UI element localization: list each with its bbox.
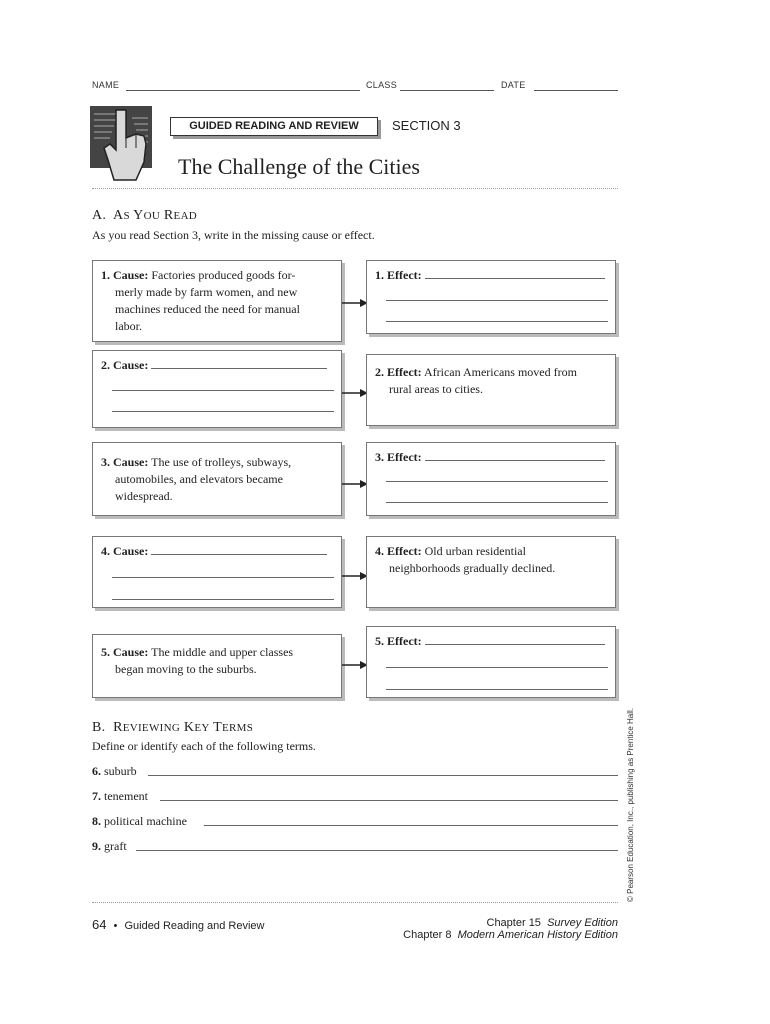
term-item: 9. graft — [92, 839, 127, 853]
footer-chapter-info: Chapter 15 Survey Edition Chapter 8 Modern American History Edition — [403, 917, 618, 941]
name-field[interactable] — [126, 90, 360, 91]
effect-answer-line[interactable] — [425, 278, 605, 279]
effect-text-line: rural areas to cities. — [389, 382, 483, 396]
effect-text: African Americans moved from — [423, 365, 577, 379]
footer-book-label: Guided Reading and Review — [124, 920, 265, 932]
arrow-icon — [342, 385, 368, 395]
cause-box-5 — [92, 634, 342, 698]
term-answer-line[interactable] — [160, 800, 618, 801]
effect-answer-line[interactable] — [386, 300, 608, 301]
copyright-notice: © Pearson Education, Inc., publishing as Prentice Hall. — [626, 708, 635, 902]
effect-text-line: neighborhoods gradually declined. — [389, 561, 556, 575]
cause-label: 1. Cause: — [101, 268, 149, 282]
reading-hand-icon — [88, 104, 156, 184]
effect-answer-line[interactable] — [386, 689, 608, 690]
name-label: NAME — [92, 80, 120, 90]
arrow-icon — [342, 295, 368, 305]
effect-label: 5. Effect: — [375, 634, 422, 648]
cause-answer-line[interactable] — [112, 577, 334, 578]
effect-label: 2. Effect: — [375, 365, 422, 379]
cause-text: The middle and upper classes — [151, 645, 294, 659]
class-field[interactable] — [400, 90, 494, 91]
effect-answer-line[interactable] — [386, 321, 608, 322]
effect-box-5 — [366, 626, 616, 698]
effect-answer-line[interactable] — [386, 481, 608, 482]
title-divider — [92, 188, 618, 189]
cause-text-line: began moving to the suburbs. — [115, 662, 257, 676]
effect-answer-line[interactable] — [425, 644, 605, 645]
effect-box-3 — [366, 442, 616, 516]
effect-text: Old urban residential — [424, 544, 526, 558]
term-answer-line[interactable] — [148, 775, 618, 776]
date-field[interactable] — [534, 90, 618, 91]
cause-box-3 — [92, 442, 342, 516]
term-item: 6. suburb — [92, 764, 137, 778]
cause-answer-line[interactable] — [112, 599, 334, 600]
effect-label: 4. Effect: — [375, 544, 422, 558]
cause-box-4 — [92, 536, 342, 608]
footer-bullet: • — [113, 920, 118, 932]
section-b-heading: B. REVIEWING KEY TERMS — [92, 720, 254, 735]
section-a-instructions: As you read Section 3, write in the missing cause or effect. — [92, 228, 375, 242]
term-item: 7. tenement — [92, 789, 148, 803]
cause-text-line: automobiles, and elevators became — [115, 472, 283, 486]
effect-box-4 — [366, 536, 616, 608]
footer-page-info — [92, 917, 265, 932]
page-number: 64 — [92, 917, 107, 932]
cause-label: 3. Cause: — [101, 455, 149, 469]
cause-answer-line[interactable] — [151, 554, 327, 555]
arrow-icon — [342, 568, 368, 578]
cause-label: 4. Cause: — [101, 544, 149, 558]
term-item: 8. political machine — [92, 814, 187, 828]
footer-divider — [92, 902, 618, 903]
section-b-instructions: Define or identify each of the following terms. — [92, 739, 316, 753]
cause-label: 2. Cause: — [101, 358, 149, 372]
effect-box-2 — [366, 354, 616, 426]
arrow-icon — [342, 657, 368, 667]
effect-label: 3. Effect: — [375, 450, 422, 464]
cause-text: Factories produced goods for- — [151, 268, 296, 282]
guided-reading-banner: GUIDED READING AND REVIEW — [170, 117, 378, 136]
page-title: The Challenge of the Cities — [178, 154, 420, 179]
cause-text-line: machines reduced the need for manual — [115, 302, 300, 316]
cause-answer-line[interactable] — [151, 368, 327, 369]
class-label: CLASS — [366, 80, 398, 90]
cause-text-line: merly made by farm women, and new — [115, 285, 298, 299]
cause-text: The use of trolleys, subways, — [151, 455, 292, 469]
cause-text-line: labor. — [115, 319, 142, 333]
cause-label: 5. Cause: — [101, 645, 149, 659]
effect-label: 1. Effect: — [375, 268, 422, 282]
cause-box-2 — [92, 350, 342, 428]
effect-answer-line[interactable] — [386, 667, 608, 668]
term-answer-line[interactable] — [204, 825, 618, 826]
section-number: SECTION 3 — [392, 118, 461, 133]
effect-box-1 — [366, 260, 616, 334]
cause-answer-line[interactable] — [112, 411, 334, 412]
cause-box-1 — [92, 260, 342, 342]
date-label: DATE — [501, 80, 526, 90]
arrow-icon — [342, 476, 368, 486]
effect-answer-line[interactable] — [425, 460, 605, 461]
cause-text-line: widespread. — [115, 489, 173, 503]
cause-answer-line[interactable] — [112, 390, 334, 391]
section-a-heading: A. AS YOU READ — [92, 208, 198, 223]
effect-answer-line[interactable] — [386, 502, 608, 503]
term-answer-line[interactable] — [136, 850, 618, 851]
